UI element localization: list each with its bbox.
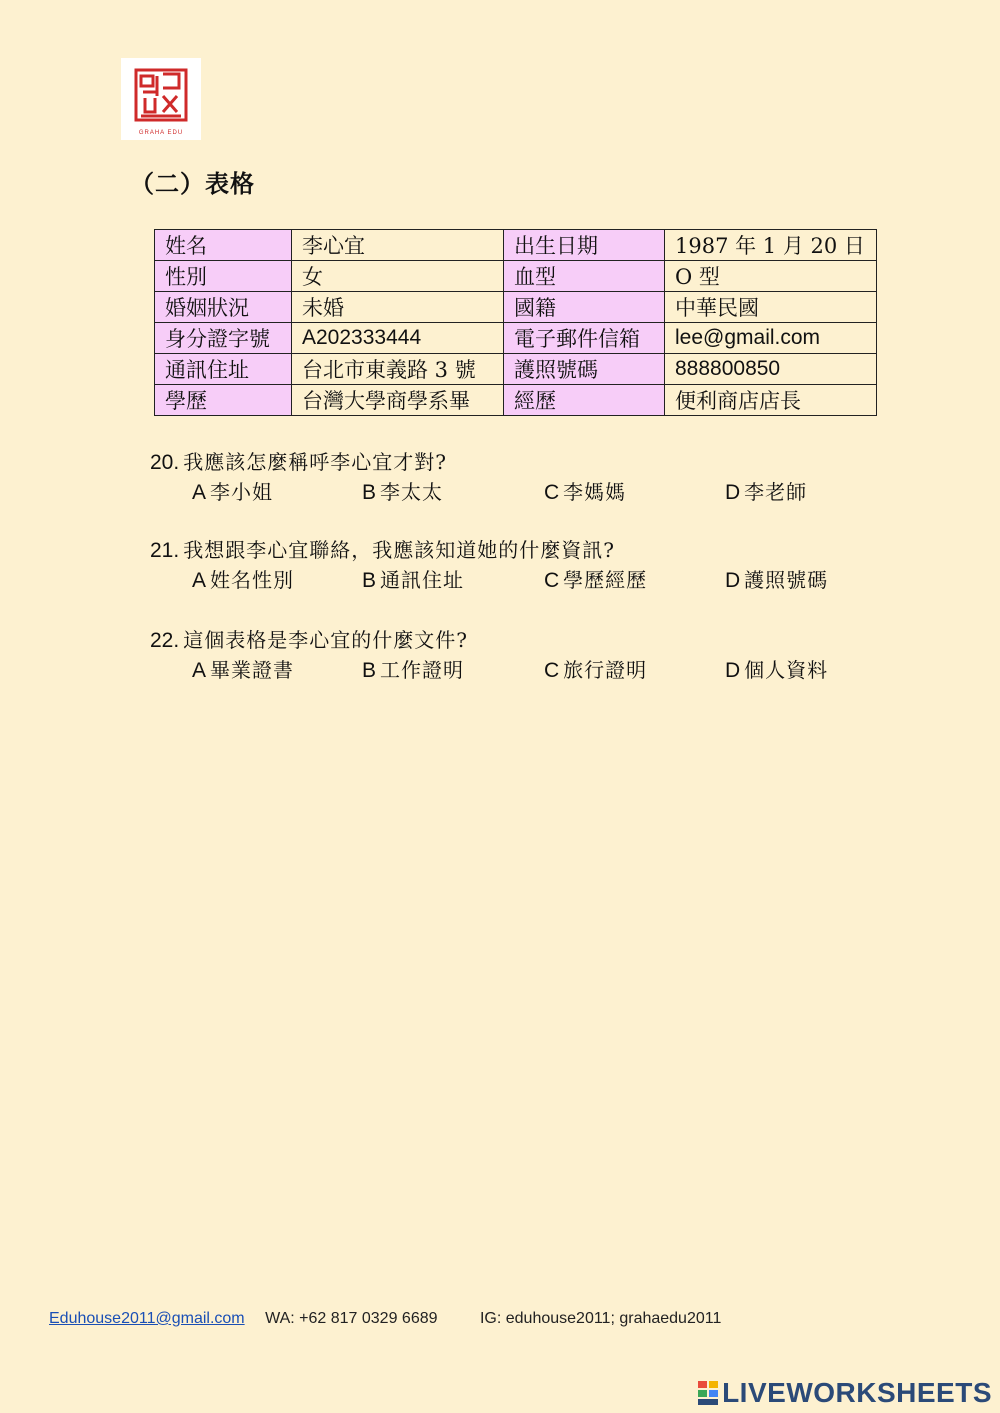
value-blood-type: O 型 — [665, 261, 877, 292]
svg-text:GRAHA EDU: GRAHA EDU — [138, 130, 184, 136]
q20-option-d[interactable]: D 李老師 — [725, 480, 808, 504]
value-marital-status: 未婚 — [292, 292, 504, 323]
table-row — [155, 354, 877, 385]
table-row — [155, 323, 877, 354]
seal-icon — [121, 58, 201, 140]
liveworksheets-brand[interactable] — [697, 1376, 992, 1410]
question-number: 20. — [150, 451, 180, 474]
q22-option-b[interactable]: B 工作證明 — [362, 658, 465, 682]
question-20 — [150, 446, 447, 475]
value-birthdate: 1987 年 1 月 20 日 — [665, 230, 877, 261]
value-experience: 便利商店店長 — [665, 385, 877, 416]
label-nationality: 國籍 — [504, 292, 665, 323]
label-email: 電子郵件信箱 — [504, 323, 665, 354]
table-row — [155, 261, 877, 292]
personal-info-table — [154, 229, 877, 416]
value-id-number: A202333444 — [292, 323, 504, 354]
q22-option-c[interactable]: C 旅行證明 — [544, 658, 648, 682]
brand-name: LIVEWORKSHEETS — [722, 1377, 992, 1408]
label-passport: 護照號碼 — [504, 354, 665, 385]
question-text: 我想跟李心宜聯絡，我應該知道她的什麼資訊? — [183, 538, 615, 562]
footer-email-link[interactable]: Eduhouse2011@gmail.com — [49, 1310, 245, 1327]
footer-whatsapp: WA: +62 817 0329 6689 — [265, 1310, 438, 1327]
table-row — [155, 292, 877, 323]
table-row — [155, 230, 877, 261]
question-text: 這個表格是李心宜的什麼文件? — [183, 628, 468, 652]
q20-option-b[interactable]: B 李太太 — [362, 480, 444, 504]
footer-contact — [49, 1310, 721, 1328]
value-email: lee@gmail.com — [665, 323, 877, 354]
question-text: 我應該怎麼稱呼李心宜才對? — [183, 450, 447, 474]
question-21 — [150, 534, 615, 563]
question-number: 22. — [150, 629, 180, 652]
label-experience: 經歷 — [504, 385, 665, 416]
q20-option-a[interactable]: A 李小姐 — [192, 480, 274, 504]
q21-option-c[interactable]: C 學歷經歷 — [544, 568, 648, 592]
q21-option-d[interactable]: D 護照號碼 — [725, 568, 829, 592]
label-name: 姓名 — [155, 230, 292, 261]
label-id-number: 身分證字號 — [155, 323, 292, 354]
label-gender: 性別 — [155, 261, 292, 292]
table-row — [155, 385, 877, 416]
value-address: 台北市東義路 3 號 — [292, 354, 504, 385]
value-gender: 女 — [292, 261, 504, 292]
value-nationality: 中華民國 — [665, 292, 877, 323]
question-number: 21. — [150, 539, 180, 562]
q21-option-a[interactable]: A 姓名性別 — [192, 568, 295, 592]
q21-option-b[interactable]: B 通訊住址 — [362, 568, 465, 592]
label-education: 學歷 — [155, 385, 292, 416]
footer-instagram: IG: eduhouse2011; grahaedu2011 — [479, 1310, 722, 1327]
question-22 — [150, 624, 468, 653]
q22-option-a[interactable]: A 畢業證書 — [192, 658, 295, 682]
label-marital-status: 婚姻狀況 — [155, 292, 292, 323]
q20-option-c[interactable]: C 李媽媽 — [544, 480, 627, 504]
q22-option-d[interactable]: D 個人資料 — [725, 658, 829, 682]
label-birthdate: 出生日期 — [504, 230, 665, 261]
liveworksheets-icon — [697, 1380, 719, 1406]
graha-edu-logo — [121, 58, 201, 140]
value-passport: 888800850 — [665, 354, 877, 385]
value-name: 李心宜 — [292, 230, 504, 261]
value-education: 台灣大學商學系畢 — [292, 385, 504, 416]
label-address: 通訊住址 — [155, 354, 292, 385]
section-title: （二）表格 — [130, 169, 255, 198]
label-blood-type: 血型 — [504, 261, 665, 292]
